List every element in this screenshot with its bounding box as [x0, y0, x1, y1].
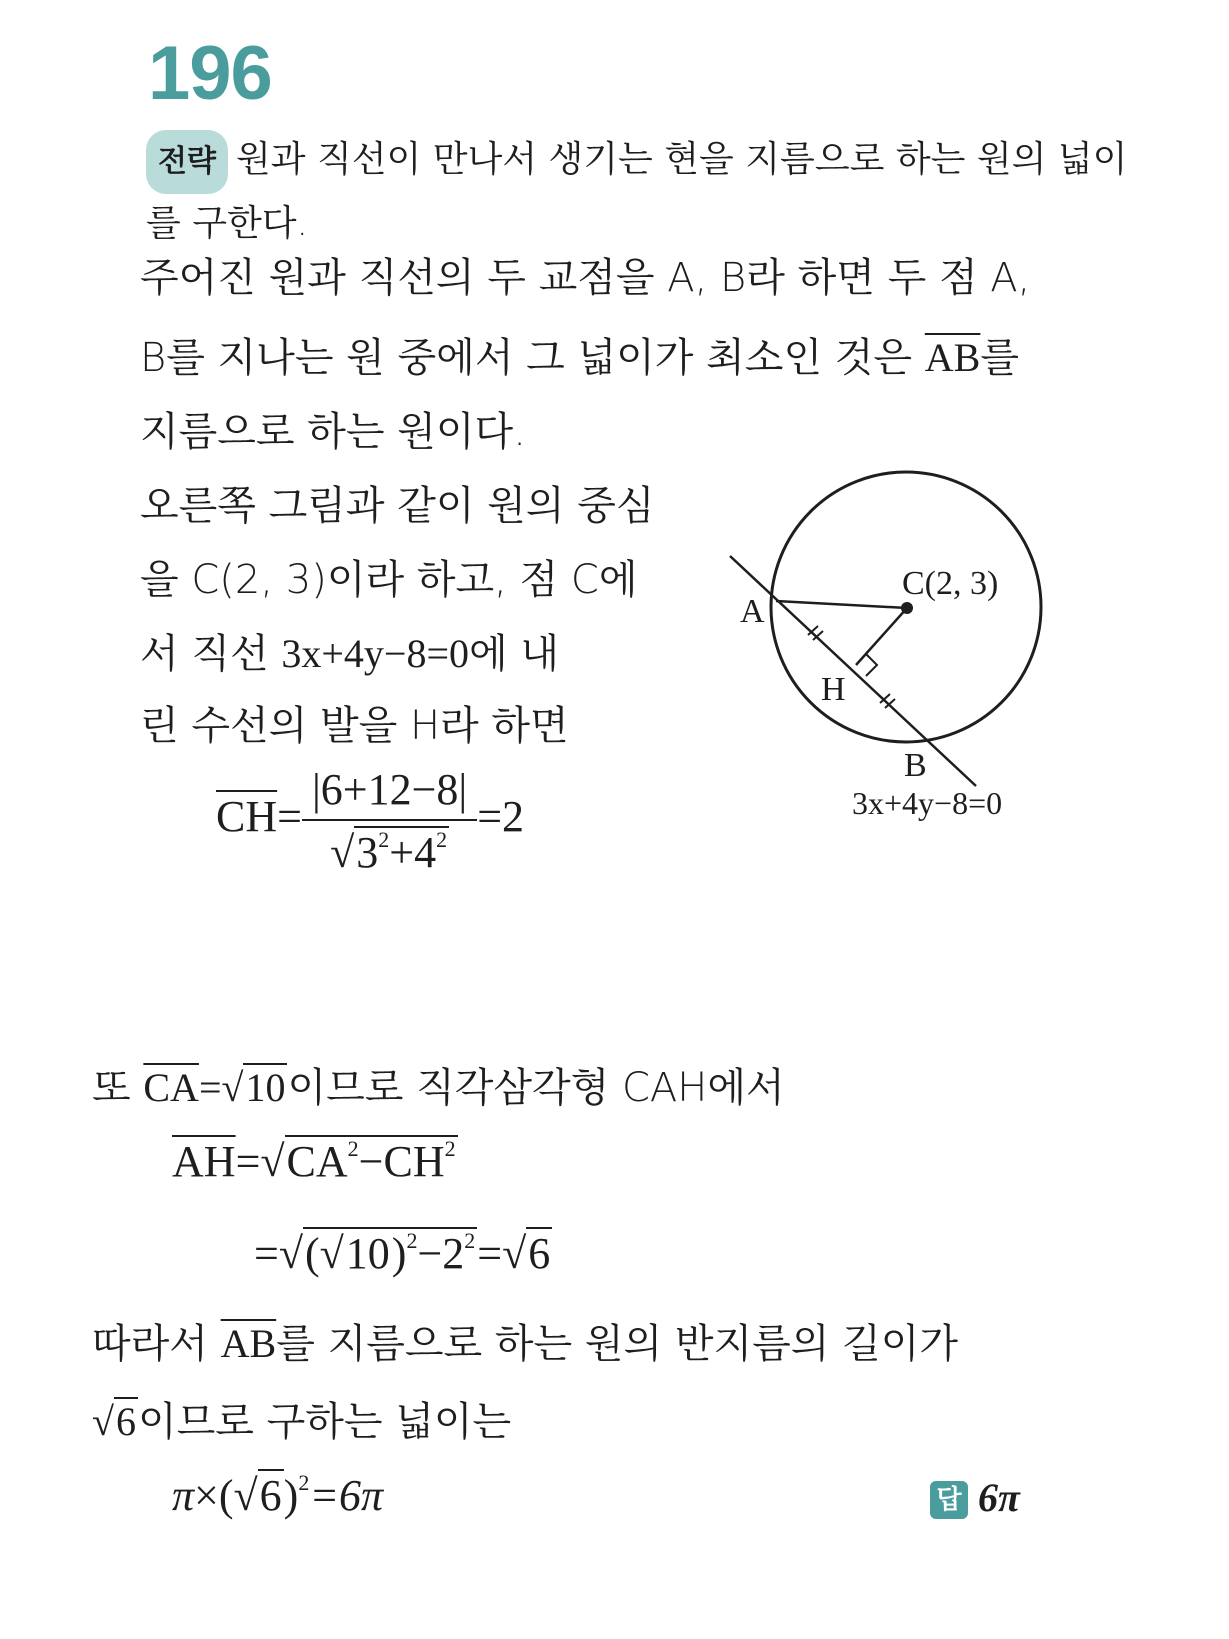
ca-label: $\overline{CA}$ [143, 1065, 199, 1110]
intro-line-2-text: B를 지나는 원 중에서 그 넓이가 최소인 것은 [140, 335, 925, 381]
ch-numerator: |6+12−8| [302, 764, 477, 821]
ch-label: $\overline{CH}$ [216, 792, 278, 842]
para2-line-1: 오른쪽 그림과 같이 원의 중심 [140, 483, 655, 529]
circle-figure [700, 460, 1120, 840]
final-equation: $\pi\times(√6)^2=6\pi$ [172, 1470, 384, 1520]
para3 [92, 1056, 785, 1113]
para2-line-3-suffix: 에 내 [469, 631, 560, 677]
intro-line-3: 지름으로 하는 원이다. [140, 409, 526, 455]
paren-exp: 2 [406, 1228, 418, 1254]
minus-two: −2 [417, 1229, 465, 1278]
ah-line2-equals: = [254, 1229, 279, 1278]
para4-line-2-suffix: 이므로 구하는 넓이는 [137, 1399, 512, 1445]
ah-label: $\overline{AH}$ [172, 1137, 236, 1186]
sqrt-10: √10 [221, 1065, 286, 1110]
para2-line-3-text: 서 직선 [140, 631, 282, 677]
para2-line-4: 린 수선의 발을 H라 하면 [140, 703, 569, 749]
ch-term: $\overline{CH}$ [383, 1137, 445, 1186]
line-equation: 3x+4y−8=0 [281, 631, 470, 676]
ca-equals: = [198, 1065, 222, 1110]
ch-result: =2 [477, 792, 525, 842]
den-plus: + [389, 828, 415, 877]
den-a-exp: 2 [378, 827, 390, 853]
ch-denominator: $√3^2+4^2$ [330, 827, 448, 877]
strategy-badge: 전략 [146, 130, 228, 194]
segment-ca [776, 601, 907, 608]
sqrt-6-value: 6 [115, 1399, 136, 1444]
para3-suffix: 이므로 직각삼각형 CAH에서 [287, 1065, 785, 1111]
pi-symbol: π [172, 1471, 195, 1520]
label-c: C(2, 3) [902, 565, 999, 602]
para4-line-1 [92, 1312, 958, 1369]
ab-label: $\overline{AB}$ [220, 1321, 277, 1366]
result-equals: = [477, 1229, 503, 1278]
times-open: ×( [194, 1471, 234, 1520]
strategy-line-1: 원과 직선이 만나서 생기는 현을 지름으로 하는 원의 넓이 [235, 139, 1128, 180]
close-paren: ) [391, 1229, 407, 1278]
ah-equation-2: $=√(√10)^2-2^2=√6$ [254, 1228, 551, 1278]
ch-fraction [302, 764, 477, 878]
final-exp: 2 [298, 1470, 310, 1496]
para4-prefix: 따라서 [92, 1321, 221, 1367]
para4-line-2 [92, 1390, 511, 1447]
ca-exp: 2 [347, 1136, 359, 1162]
answer-badge: 답 [930, 1481, 968, 1519]
ah-equation-1: $\overline{AH}=√CA^2-\overline{CH}^2$ [172, 1136, 456, 1186]
segment-ab: $\overline{AB}$ [924, 335, 981, 380]
close-paren-final: ) [283, 1471, 299, 1520]
intro-line-2 [140, 326, 1019, 383]
two-exp: 2 [464, 1228, 476, 1254]
ah-equals: = [235, 1137, 261, 1186]
minus-sign: − [358, 1137, 384, 1186]
den-b: 4 [414, 828, 437, 877]
sqrt-10-term: 10 [345, 1229, 390, 1278]
den-b-exp: 2 [436, 827, 448, 853]
ch-equation [216, 764, 524, 878]
problem-number: 196 [148, 31, 272, 116]
ch-equals: = [277, 792, 302, 842]
label-line-eq: 3x+4y−8=0 [852, 785, 1003, 821]
para3-prefix: 또 [92, 1065, 144, 1111]
sqrt-6: √6 [92, 1399, 136, 1444]
sqrt-6-final: 6 [259, 1471, 282, 1520]
den-a: 3 [356, 828, 379, 877]
para2-line-3 [140, 622, 559, 679]
intro-line-1: 주어진 원과 직선의 두 교점을 A, B라 하면 두 점 A, [140, 255, 1031, 301]
right-angle-mark [866, 654, 877, 676]
label-h: H [821, 671, 846, 708]
para2-line-2: 을 C(2, 3)이라 하고, 점 C에 [140, 557, 638, 603]
final-result: =6π [309, 1471, 384, 1520]
strategy-block [146, 130, 1127, 254]
segment-ch [856, 608, 907, 665]
answer [930, 1474, 1020, 1521]
open-paren: ( [304, 1229, 320, 1278]
sqrt-6-result: 6 [528, 1229, 551, 1278]
center-point [901, 602, 913, 614]
ch-exp: 2 [444, 1136, 456, 1162]
para4-suffix: 를 지름으로 하는 원의 반지름의 길이가 [276, 1321, 959, 1367]
strategy-line-2: 를 구한다. [146, 203, 308, 244]
intro-line-2-suffix: 를 [980, 335, 1020, 381]
answer-value: 6π [978, 1475, 1020, 1520]
sqrt-10-value: 10 [245, 1065, 286, 1110]
label-b: B [904, 747, 927, 784]
ca-term: CA [286, 1137, 348, 1186]
label-a: A [740, 593, 765, 630]
